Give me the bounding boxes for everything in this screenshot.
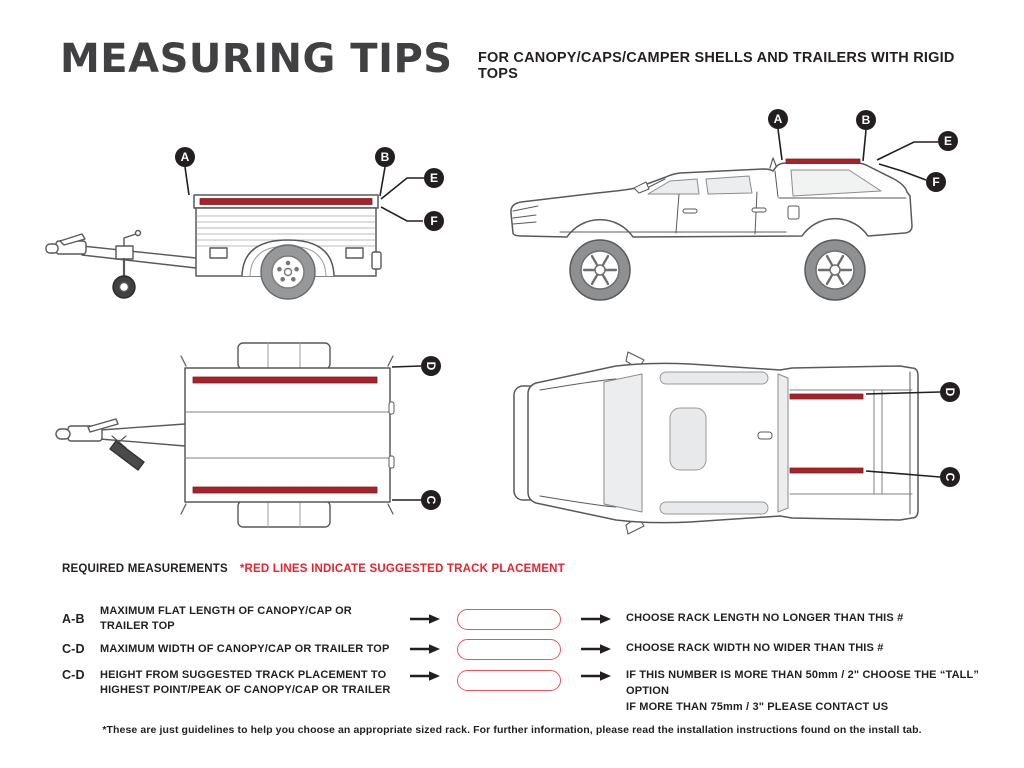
legend-row bbox=[62, 563, 565, 575]
arrow-right-icon bbox=[580, 613, 612, 625]
marker-c-label: C bbox=[942, 472, 957, 482]
arrow-right-icon bbox=[409, 670, 441, 682]
footnote: *These are just guidelines to help you choose an appropriate sized rack. For further information, please read the installation instructions found on the install tab. bbox=[102, 724, 922, 736]
page-subtitle: FOR CANOPY/CAPS/CAMPER SHELLS AND TRAILERS WITH RIGID TOPS bbox=[478, 50, 955, 82]
measurement-description: MAXIMUM WIDTH OF CANOPY/CAP OR TRAILER TOP bbox=[100, 642, 390, 655]
measurement-row-ab bbox=[62, 604, 1010, 634]
marker-c-label: C bbox=[423, 495, 438, 505]
truck-side-view-illustration bbox=[511, 158, 912, 300]
measurement-result: CHOOSE RACK WIDTH NO WIDER THAN THIS # bbox=[626, 642, 884, 655]
measurement-description: MAXIMUM FLAT LENGTH OF CANOPY/CAP OR TRAILER TOP bbox=[100, 605, 352, 632]
trailer-top-markers bbox=[392, 356, 441, 510]
measurement-key: C-D bbox=[62, 642, 85, 656]
red-lines-note: *RED LINES INDICATE SUGGESTED TRACK PLACEMENT bbox=[239, 563, 565, 575]
measurement-description: HEIGHT FROM SUGGESTED TRACK PLACEMENT TO HIGHEST POINT/PEAK OF CANOPY/CAP OR TRAILER bbox=[100, 669, 391, 696]
measurement-key: C-D bbox=[62, 668, 85, 682]
track-placement-line bbox=[790, 468, 863, 473]
arrow-right-icon bbox=[580, 670, 612, 682]
measurement-result: CHOOSE RACK LENGTH NO LONGER THAN THIS # bbox=[626, 612, 904, 625]
marker-f-label: F bbox=[430, 214, 438, 229]
arrow-right-icon bbox=[580, 643, 612, 655]
truck-front-wheel bbox=[570, 240, 630, 300]
marker-a-label: A bbox=[773, 112, 783, 127]
measurement-key: A-B bbox=[62, 612, 85, 626]
track-placement-line bbox=[790, 394, 863, 399]
measurement-value-box bbox=[457, 670, 561, 691]
track-placement-line bbox=[193, 487, 377, 493]
measurement-table bbox=[62, 604, 1010, 716]
arrow-right-icon bbox=[409, 613, 441, 625]
track-placement-line bbox=[193, 377, 377, 383]
measurement-result bbox=[624, 668, 1010, 716]
trailer-side-view-illustration bbox=[46, 195, 381, 299]
marker-a-label: A bbox=[180, 150, 190, 165]
measurement-value-box bbox=[457, 639, 561, 660]
measurement-row-cd-height bbox=[62, 664, 1010, 716]
measurement-result-line2: IF MORE THAN 75mm / 3" PLEASE CONTACT US bbox=[626, 700, 889, 713]
measurement-result-line1: IF THIS NUMBER IS MORE THAN 50mm / 2" CHOOSE THE “TALL” OPTION bbox=[626, 669, 980, 697]
marker-f-label: F bbox=[932, 175, 940, 190]
marker-e-label: E bbox=[943, 134, 953, 149]
page-title: MEASURING TIPS bbox=[60, 36, 453, 82]
marker-b-label: B bbox=[380, 150, 390, 165]
required-measurements-label: REQUIRED MEASUREMENTS bbox=[62, 563, 228, 575]
trailer-top-view-illustration bbox=[56, 343, 394, 527]
marker-e-label: E bbox=[429, 171, 439, 186]
track-placement-line bbox=[200, 199, 372, 205]
truck-top-view-illustration bbox=[514, 352, 918, 534]
measurement-value-box bbox=[457, 609, 561, 630]
arrow-right-icon bbox=[409, 643, 441, 655]
truck-rear-wheel bbox=[805, 240, 865, 300]
marker-b-label: B bbox=[861, 113, 871, 128]
marker-d-label: D bbox=[942, 387, 957, 397]
marker-d-label: D bbox=[423, 361, 438, 371]
track-placement-line bbox=[786, 159, 860, 164]
measurement-row-cd-width bbox=[62, 634, 1010, 664]
